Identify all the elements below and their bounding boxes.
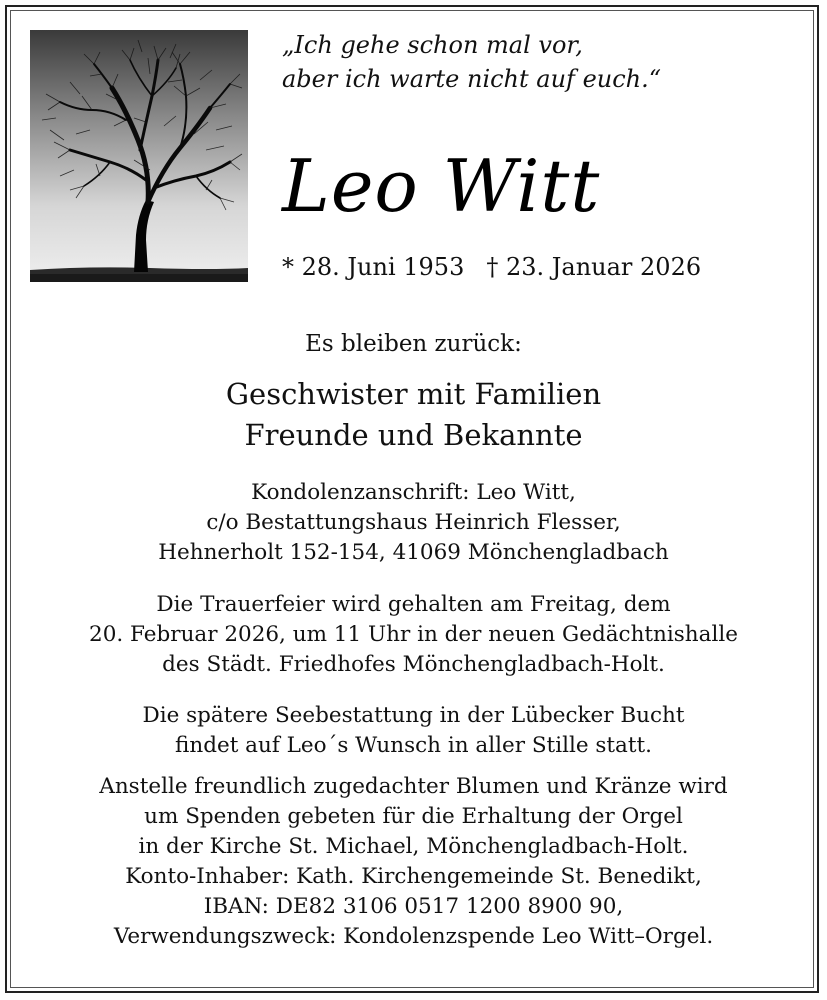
bare-tree-icon <box>30 30 248 282</box>
survivor-line: Freunde und Bekannte <box>244 418 583 452</box>
tree-photo <box>30 30 248 282</box>
death-date: † 23. Januar 2026 <box>486 253 702 281</box>
ceremony-line: Die Trauerfeier wird gehalten am Freitag, dem <box>156 592 671 617</box>
burial-line: Die spätere Seebestattung in der Lübecker Bucht <box>142 703 685 728</box>
donation-line: Anstelle freundlich zugedachter Blumen und Kränze wird <box>99 774 728 799</box>
ceremony-line: des Städt. Friedhofes Mönchengladbach-Holt. <box>162 652 665 677</box>
epitaph-quote <box>282 28 802 96</box>
donation-line: in der Kirche St. Michael, Mönchengladbach-Holt. <box>138 834 689 859</box>
quote-line: „Ich gehe schon mal vor, <box>282 31 583 59</box>
condolence-line: Hehnerholt 152-154, 41069 Mönchengladbach <box>158 540 669 565</box>
donation-line: Verwendungszweck: Kondolenzspende Leo Witt–Orgel. <box>113 924 714 949</box>
condolence-line: Kondolenzanschrift: Leo Witt, <box>251 480 576 505</box>
condolence-address <box>10 478 817 568</box>
deceased-name: Leo Witt <box>282 144 601 228</box>
life-dates <box>282 250 802 284</box>
ceremony-line: 20. Februar 2026, um 11 Uhr in der neuen Gedächtnishalle <box>89 622 738 647</box>
birth-date: * 28. Juni 1953 <box>282 253 465 281</box>
donation-line: um Spenden gebeten für die Erhaltung der Orgel <box>144 804 683 829</box>
donation-line: Konto-Inhaber: Kath. Kirchengemeinde St. Benedikt, <box>125 864 702 889</box>
survivors-list <box>10 374 817 456</box>
condolence-line: c/o Bestattungshaus Heinrich Flesser, <box>206 510 621 535</box>
ceremony-info <box>10 590 817 680</box>
burial-line: findet auf Leo´s Wunsch in aller Stille statt. <box>175 733 652 758</box>
donation-info <box>10 772 817 952</box>
survivors-intro: Es bleiben zurück: <box>305 331 522 357</box>
quote-line: aber ich warte nicht auf euch.“ <box>282 65 662 93</box>
survivor-line: Geschwister mit Familien <box>225 377 602 411</box>
burial-info <box>10 701 817 761</box>
donation-line: IBAN: DE82 3106 0517 1200 8900 90, <box>203 894 624 919</box>
